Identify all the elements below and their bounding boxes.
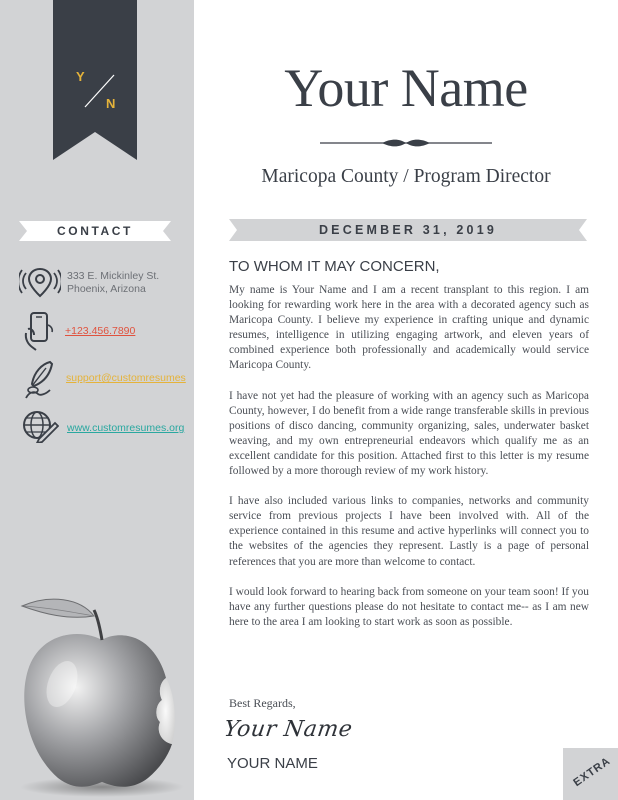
extra-label: EXTRA: [571, 754, 613, 790]
extra-corner-tab[interactable]: [563, 748, 618, 800]
paragraph: I have not yet had the pleasure of working with an agency such as Maricopa County, however, I do benefit from a wide range transferable skills in previous positions of disco dancing, community organizing, sales, underwater basket weaving, and my own entrepreneurial endeavors which qualify me as an excellent candidate for this position. Attached first to this letter is my resume followed by a more thorough review of my work history.: [229, 389, 589, 478]
letter-date: DECEMBER 31, 2019: [318, 223, 498, 237]
letter-body: [229, 283, 589, 645]
paragraph: I would look forward to hearing back from someone on your team soon! If you have any further questions please do not hesitate to contact me-- as I am new here to the area I am looking to start work as soon as possible.: [229, 585, 589, 628]
email-link[interactable]: support@customresumes: [66, 372, 186, 384]
date-banner: [229, 219, 587, 241]
address-line-2: Phoenix, Arizona: [67, 283, 146, 295]
paragraph: My name is Your Name and I am a recent transplant to this region. I am looking for rewarding work here in the area with a decorated agency such as Maricopa County. I believe my experience in crafting unique and dynamic resumes, intelligence in utilizing engaging artwork, and eleven years of combined experience both professionally and academically would service Maricopa County.: [229, 284, 589, 372]
sidebar: [0, 0, 194, 800]
closing: Best Regards,: [229, 696, 296, 710]
apple-illustration: [10, 592, 192, 797]
contact-banner: [19, 221, 171, 241]
smartphone-icon: [22, 311, 56, 351]
website-link[interactable]: www.customresumes.org: [67, 422, 185, 434]
monogram-ribbon: [53, 0, 137, 160]
paragraph: I have also included various links to companies, networks and community service from previous projects I have been involved with. All of the experience contained in this resume and active hyperlinks will connect you to the websites of the agencies they represent. Lastly is a page of personal references that you are more than welcome to contact.: [229, 495, 589, 568]
salutation: TO WHOM IT MAY CONCERN,: [229, 258, 440, 275]
quill-pen-icon: [24, 360, 56, 400]
location-pin-icon: [19, 265, 61, 301]
candidate-name: Your Name: [284, 58, 528, 118]
signature: Your Name: [222, 717, 355, 742]
phone-link[interactable]: +123.456.7890: [65, 325, 136, 337]
printed-name: YOUR NAME: [227, 755, 318, 772]
job-subtitle: Maricopa County / Program Director: [261, 166, 551, 187]
monogram-second-initial: N: [106, 96, 117, 111]
address: [67, 270, 159, 296]
ornamental-divider: [320, 138, 492, 148]
monogram-first-initial: Y: [76, 69, 86, 84]
address-line-1: 333 E. Mickinley St.: [67, 270, 160, 282]
globe-pencil-icon: [21, 409, 59, 443]
contact-heading: CONTACT: [57, 224, 133, 238]
